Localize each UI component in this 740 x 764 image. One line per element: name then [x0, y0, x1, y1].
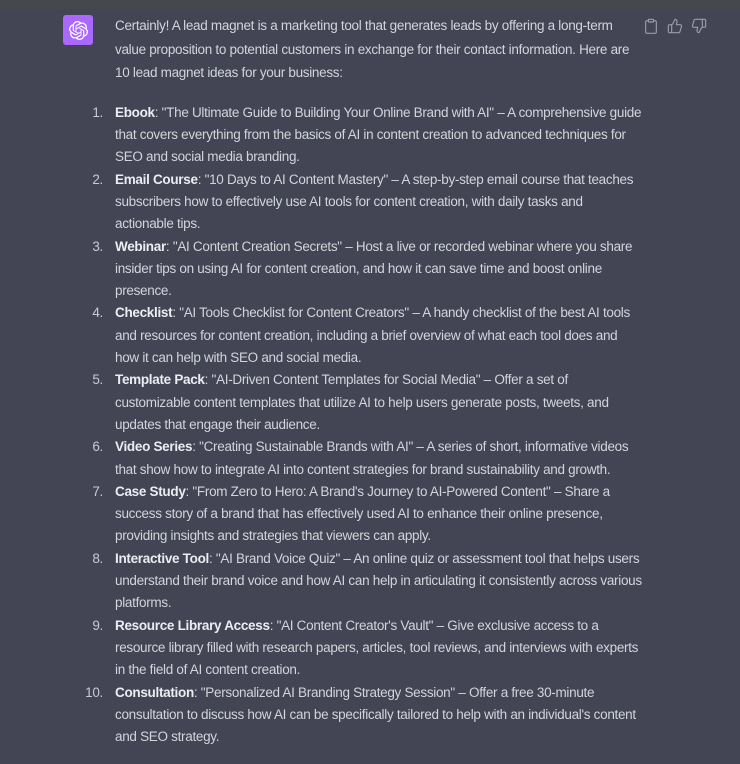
list-item-label: Video Series	[115, 439, 193, 455]
list-item-label: Template Pack	[115, 372, 205, 388]
list-item-label: Case Study	[115, 483, 186, 499]
list-item	[76, 102, 643, 169]
list-item-label: Resource Library Access	[115, 617, 270, 633]
list-item-text: Resource Library Access: "AI Content Creator's Vault" – Give exclusive access to a resource library filled with research papers, articles, tool reviews, and interviews with experts in the field of AI content creation.	[115, 617, 639, 678]
assistant-avatar	[63, 15, 93, 45]
list-item	[76, 436, 643, 481]
list-item-text: Consultation: "Personalized AI Branding Strategy Session" – Offer a free 30-minute consultation to discuss how AI can be specifically tailored to help with an individual's content and SEO strategy.	[115, 684, 636, 745]
list-item-text: Template Pack: "AI-Driven Content Templates for Social Media" – Offer a set of customizable content templates that utilize AI to help users generate posts, tweets, and updates that engage their audience.	[115, 372, 609, 432]
list-item-number: 3.	[92, 238, 103, 254]
message-intro-paragraph: Certainly! A lead magnet is a marketing tool that generates leads by offering a long-term value proposition to potential customers in exchange for their contact information. Here are 10 lead magnet ideas for your business:	[115, 18, 630, 81]
list-item	[76, 236, 643, 303]
thumbs-down-button[interactable]	[690, 17, 707, 34]
list-item-number: 7.	[92, 483, 103, 499]
list-item-label: Ebook	[115, 104, 155, 120]
list-item-number: 10.	[85, 684, 103, 700]
openai-logo-icon	[69, 21, 88, 40]
list-item-label: Email Course	[115, 171, 198, 187]
list-item	[76, 682, 643, 749]
message-action-bar	[642, 17, 707, 34]
lead-magnet-list	[76, 102, 643, 749]
list-item-number: 8.	[92, 550, 103, 566]
assistant-message-content	[85, 14, 643, 748]
previous-row-edge	[0, 0, 740, 9]
list-item-label: Consultation	[115, 684, 194, 700]
list-item-number: 4.	[92, 305, 103, 321]
list-item-text: Case Study: "From Zero to Hero: A Brand's Journey to AI-Powered Content" – Share a success story of a brand that has effectively used AI to enhance their online presence, providing insights and strategies that viewers can apply.	[115, 483, 610, 544]
thumbs-down-icon	[691, 18, 707, 34]
list-item	[76, 302, 643, 369]
list-item-label: Webinar	[115, 238, 166, 254]
list-item-text: Email Course: "10 Days to AI Content Mastery" – A step-by-step email course that teaches subscribers how to effectively use AI tools for content creation, with daily tasks and actionable tips.	[115, 171, 634, 232]
list-item-text: Video Series: "Creating Sustainable Brands with AI" – A series of short, informative videos that show how to integrate AI into content strategies for brand sustainability and growth.	[115, 439, 629, 477]
list-item-number: 1.	[92, 104, 103, 120]
list-item-number: 9.	[92, 617, 103, 633]
list-item-number: 6.	[92, 439, 103, 455]
list-item	[76, 169, 643, 236]
list-item	[76, 615, 643, 682]
thumbs-up-icon	[667, 18, 683, 34]
list-item	[76, 369, 643, 436]
list-item-text: Webinar: "AI Content Creation Secrets" – Host a live or recorded webinar where you share insider tips on using AI for content creation, and how it can save time and boost online presence.	[115, 238, 633, 299]
list-item	[76, 481, 643, 548]
list-item-text: Checklist: "AI Tools Checklist for Content Creators" – A handy checklist of the best AI tools and resources for content creation, including a brief overview of what each tool does and how it can help with SEO and social media.	[115, 305, 630, 366]
list-item	[76, 548, 643, 615]
list-item-number: 5.	[92, 372, 103, 388]
list-item-label: Interactive Tool	[115, 550, 209, 566]
clipboard-icon	[643, 18, 659, 34]
list-item-label: Checklist	[115, 305, 173, 321]
thumbs-up-button[interactable]	[666, 17, 683, 34]
list-item-text: Interactive Tool: "AI Brand Voice Quiz" – An online quiz or assessment tool that helps users understand their brand voice and how AI can help in articulating it consistently across various platforms.	[115, 550, 642, 611]
list-item-text: Ebook: "The Ultimate Guide to Building Your Online Brand with AI" – A comprehensive guide that covers everything from the basics of AI in content creation to advanced techniques for SEO and social media branding.	[115, 104, 642, 165]
copy-button[interactable]	[642, 17, 659, 34]
list-item-number: 2.	[92, 171, 103, 187]
